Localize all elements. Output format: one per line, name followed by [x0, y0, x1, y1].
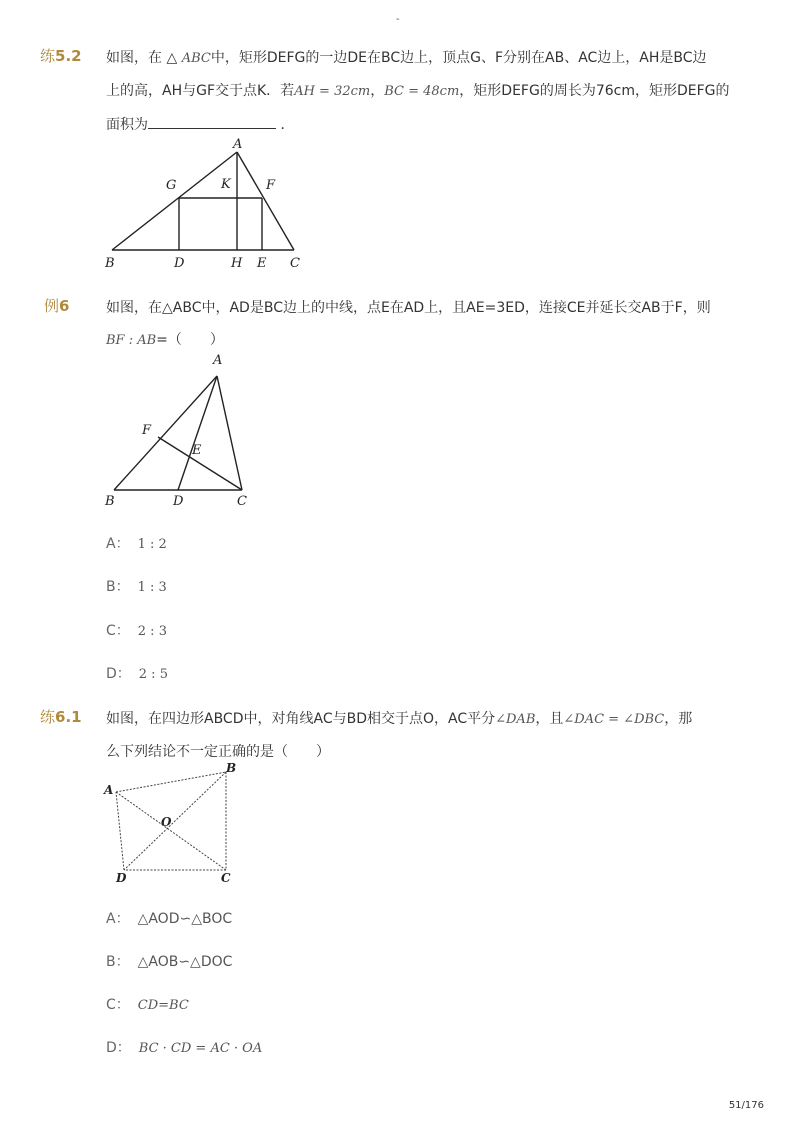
figure-triangle-median: [100, 348, 260, 510]
figure-quadrilateral: [98, 758, 248, 888]
fig3-label-a: A: [104, 783, 114, 797]
answer-blank[interactable]: [148, 116, 276, 129]
problem-label-6-1: 练6.1: [40, 708, 82, 726]
problem-6-1-line-2: 么下列结论不一定正确的是（ ）: [106, 744, 330, 760]
fig3-label-o: O: [161, 815, 172, 829]
fig2-label-b: B: [105, 494, 115, 509]
problem-5-2-line-1: 如图，在 △ ABC中，矩形DEFG的一边DE在BC边上，顶点G、F分别在AB、AC边上，AH是BC边: [106, 50, 707, 66]
fig2-label-f: F: [142, 423, 152, 438]
fig2-label-a: A: [213, 353, 223, 368]
fig2-label-c: C: [237, 494, 247, 509]
option-6-1-a[interactable]: A： △AOD∽△BOC: [106, 911, 233, 927]
fig1-label-h: H: [231, 256, 243, 271]
fig1-label-c: C: [290, 256, 300, 271]
fig3-label-d: D: [116, 871, 127, 885]
option-6-a[interactable]: A： 1 : 2: [106, 536, 167, 552]
problem-6-line-2: BF : AB=（ ）: [106, 332, 224, 348]
fig1-label-d: D: [174, 256, 185, 271]
fig1-label-g: G: [166, 178, 177, 193]
page-number: 51/176: [728, 1100, 764, 1111]
fig3-label-b: B: [226, 761, 237, 775]
problem-6-line-1: 如图，在△ABC中，AD是BC边上的中线，点E在AD上，且AE=3ED，连接CE并延长交AB于F，则: [106, 300, 711, 316]
option-6-1-c[interactable]: C： CD=BC: [106, 997, 189, 1013]
problem-label-6: 例6: [44, 297, 70, 315]
problem-label-5-2: 练5.2: [40, 47, 82, 65]
option-6-d[interactable]: D： 2 : 5: [106, 666, 168, 682]
option-6-1-b[interactable]: B： △AOB∽△DOC: [106, 954, 233, 970]
figure-triangle-rectangle: [100, 134, 310, 274]
fig1-label-b: B: [105, 256, 115, 271]
fig2-label-d: D: [173, 494, 184, 509]
problem-6-1-line-1: 如图，在四边形ABCD中，对角线AC与BD相交于点O，AC平分∠DAB，且∠DAC = ∠DBC，那: [106, 711, 693, 727]
fig2-label-e: E: [192, 443, 202, 458]
fig1-label-f: F: [266, 178, 276, 193]
fig3-label-c: C: [221, 871, 231, 885]
option-6-1-d[interactable]: D： BC · CD = AC · OA: [106, 1040, 263, 1056]
problem-5-2-line-2: 上的高，AH与GF交于点K．若AH = 32cm，BC = 48cm，矩形DEFG的周长为76cm，矩形DEFG的: [106, 83, 730, 99]
fig1-label-k: K: [221, 177, 231, 192]
problem-5-2-line-3: 面积为 ．: [106, 117, 295, 133]
option-6-b[interactable]: B： 1 : 3: [106, 579, 167, 595]
fig1-label-e: E: [257, 256, 267, 271]
fig1-label-a: A: [233, 137, 243, 152]
page-top-mark: -: [396, 14, 400, 25]
option-6-c[interactable]: C： 2 : 3: [106, 623, 167, 639]
